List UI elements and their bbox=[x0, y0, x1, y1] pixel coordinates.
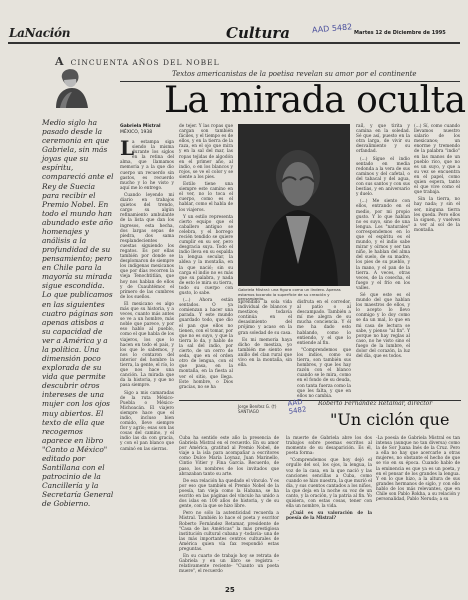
paragraph: Sigo a mis camaradas de la ruta México-Puebla o México-Michoacán. El viajero siempre hace que el indio, incluso bien comido, lleve siempre flor y agrío; esas son las cosas del camino, y el indio las da con gracia, y con el pan blanco que caminó en las sierras. bbox=[120, 390, 174, 452]
paragraph: la muerte de Gabriela abre los dos trabajos sobre poemas escritos al momento de su desaparición. Es él, poeta forma: bbox=[286, 436, 372, 457]
paragraph: (...) Sigue el indio sentado en media redonda a la vera de sus caminos y del cafetal, o del tabacal y del agua, con sus santos y con sus bestias, y en aniversario y duelo. bbox=[356, 156, 410, 198]
paragraph: El mexicano es algo más que su historia, y a veces, cuanto más antes se ve a un hombre, más noble que parece, y por eso hablo al pueblo, como el que habla de los viajeros, los que lo hacen en todo el país, y los que le sabemos, y nos lo contaron del interior del hombre la tierra, la gente, el río, lo que nos hace una canción. La mirada que da la historia, y que no pasa siempre. bbox=[120, 301, 174, 389]
paragraph: Cuba ha sentido este año la presencia de Gabriela Mistral en el recuerdo. En su amor por América, gratitud al Premio Nobel, de viaje a la isla para acompañar a escritores como Dulce María Loynaz, Juan Marinello, Cintio Vitier y Fina García. Recuerdo, de paso, los nombres de los invitados que abrazaban tanto su arte. bbox=[179, 436, 279, 477]
paragraph: (...) Sí, como cuando llevamos nuestro salario de los mexicanos; un enorme y tremendo de la palabra "indio" en las manos de un pueblo rico, que no es un suyo, y que a su vez se encuentra en el papel, como quien espera, tanto el que vive como el que trabaja. bbox=[414, 124, 460, 196]
author-photo bbox=[238, 124, 350, 286]
masthead-rule bbox=[8, 42, 460, 44]
paragraph: Es mi memoria haya dicho de mestiza, yo también me siento ese anillo del clan rural que vivo en la montaña, sin ella. bbox=[238, 337, 292, 369]
article2-author: Roberto Fernández Retamar, director bbox=[318, 400, 433, 407]
paragraph: ¿Cuál es su valoración de la poesía de la Mistral? bbox=[286, 511, 372, 522]
archive-stamp: AAD 5482 bbox=[311, 22, 353, 35]
article-headline: La mirada oculta bbox=[164, 80, 466, 121]
section-title: Cultura bbox=[226, 24, 290, 42]
paragraph: aprendido la sola vida individual de blancos y mestizos; todavía continúa en el desasimiento del prójimo y acaso en la gran soledad de su casa. bbox=[238, 300, 292, 336]
article2-stamp: AAD 5482 bbox=[287, 397, 307, 416]
paragraph: De esa relación ha quedado el vínculo. Y es por eso que también el Premio Nobel de la poesía, tan vieja como la Habana, se ha escrito en las páginas del vínculo ha unido a dos islas en 100 años de historia, y de su gente, con la que se hizo libre. bbox=[179, 478, 279, 510]
paragraph: Pero no sólo la autenticidad recuerda a Mistral. También lo hace el poeta y escritor Roberto Fernández Retamar, presidente de "Casa de las Américas" la más prestigiosa institución cultural cubana y -todavía- una de las más importantes centros culturales de América quien vía fax respondió estas preguntas. bbox=[179, 511, 279, 552]
photo-caption: Gabriela Mistral: una figura como un lindero. Apenas estamos tocando la superficie de su creación y pensamiento. bbox=[238, 287, 341, 302]
paragraph: Sin la tierra, no hay nada; y sin el ser, ninguna tierra les queda. Pero ellos la siguen, y vuelven a ver al sol de la montaña. bbox=[414, 197, 460, 233]
sidebar-intro: Medio siglo ha pasado desde la ceremonia en que Gabriela, sin más joyas que su espíritu, compareció ante el Rey de Suecia para recibir el Premio Nobel. En todo el mundo han abundado este año homenajes y análisis a la profundidad de su pensamiento; pero en Chile para la mayoría su mirada sigue escondida. Lo que publicamos en las siguientes cuatro páginas son apenas atisbos a su capacidad de ver a América y a la política. Una dimensión poco explorada de su vida que permite descubrir otros intereses de una mujer con los ojos muy abiertos. El texto de ella que recogemos aparece en libro "Canto a México" editado por Santillana con el patrocinio de la Cancillería y la Secretaría General de Gobierno. bbox=[42, 118, 114, 509]
series-a-letter: A bbox=[55, 55, 64, 68]
issue-date: Martes 12 de Diciembre de 1995 bbox=[354, 30, 446, 36]
article-kicker: Textos americanistas de la poetisa revelan su amor por el continente bbox=[172, 70, 417, 78]
series-label: CINCUENTA AÑOS DEL NOBEL bbox=[70, 58, 220, 67]
paragraph: "Comprendemos que los indios, como su tierra, son también sus hombres, y que les hay razón con el blanco cuando se le mira, como en el fondo de su deuda, con tanta fuerza como la que les falta, y que en ellos no cambia. bbox=[297, 347, 351, 399]
byline-place: MÉXICO, 1938 bbox=[120, 130, 153, 135]
paragraph: a estampa siga siendo la misma durante los siglos en la retina del alma, que llamamos memoria y a la que dio cuerpo un recuerdo sin gastos, es recuerdo mucho y lo he visto y aquí me lo entrego. bbox=[120, 140, 174, 191]
bottom-column-3 bbox=[376, 436, 460, 584]
body-column-3 bbox=[238, 300, 292, 396]
body-column-1 bbox=[120, 136, 174, 582]
article2-headline: "Un ciclón que bbox=[330, 410, 450, 429]
author-sketch bbox=[42, 64, 104, 108]
paragraph: raíl, y que tirita y camina en la soledad. Sé que así, puesto en la otra larga, de vivir su desvalimiento y su orfandad. bbox=[356, 124, 410, 155]
body-column-5 bbox=[297, 300, 351, 399]
body-column-4 bbox=[356, 124, 410, 396]
paragraph: (...) Me siento con ellos, entrando en el medio, por mi propio gusto. Y lo que hablan no es suyo, sino de una lengua. Los "naturales" correspondemos en lo que el espíritu es el mundo, y el indio sabe mirar y oírnos y ser tan niño, le hablan del alma del suelo, de su madre, los pies de su pueblo, y la mano, y el pan de la tierra. A veces, otras veces, de la cosecha, el fuego y el frío en los valles. bbox=[356, 199, 410, 291]
paragraph: (...) Ahora están sentados. O ya comienzan a hacer una parada. Y este mundo guardado todo, que dio el pan que ellos no tienen, con el tomar, por que no es suyo, y que la tierra lo da, y hablo de la sal del indio, por cierto, de un cerro de seda, que en el orden otro de lengua, con el que pasa, en la montaña, en la fiesta al ver el sitio, que llega. Este hombre, o Dios gracias, no se ha bbox=[179, 298, 233, 390]
masthead-logo: LaNación bbox=[9, 26, 71, 40]
bottom-column-1 bbox=[179, 436, 279, 584]
paragraph: "Comprendemos que hoy dejó el orgullo del sol, los ojos, la lengua, la voz de la casa, en la que nació y las canciones sencillas a Cuba, como cuando se hizo nuestra, la que murió el día, y sus cuentos cantados a los niños, la que deja en la noche su voz de un canto, y la oración, y la patria al fin. Yo quisiera, con estas cosas, tener con ella un nombre, la vida. bbox=[286, 458, 372, 510]
body-column-6 bbox=[414, 124, 460, 396]
paragraph: Sé que este es el mundo del que hablan los maestros de ellos, y lo acepto lo llevo conmigo y lo doy como se da un mal, lo que en mi casa de lectura se sabe, y pienso "al fin". Y porque no hay reglas al caso, no he visto sino el fuego de la lumbre, el dolor del corazón, la luz del día, que es todos. bbox=[356, 293, 410, 360]
paragraph: Y un estilo representa cierto equipo que el caballero antiguo se celebra, y el borrego recién tendido se quiere cumplir en su ser, pero desgracia suya. Todo el indio lleva en su espalda la lengua secular, la aldea y la montaña, en la que nació; sin su carga el indio no es más que su palabra, y nada de esto le mira su tierra, todo su cuerpo con gusto, lo sabe. bbox=[179, 214, 233, 296]
byline-author: Gabriela Mistral bbox=[120, 124, 161, 129]
paragraph: -La poesía de Gabriela Mistral es tan intensa (aunque no tan diversa) como la de Sor Juana Inés de la Cruz. Pero a ella no hay que acercarle a otras mujeres, no obstante el hecho de que se vio en su época. Cuando hablo de la eminencia es que ya es un poeta, y en el pensar de los grandes la lengua. Y en lo que hizo, a la altura de sus grandes hermanos de siglo, y con ello hablo de los más relevantes, que en Chile son Pablo Rokha, a su relación y personalidad, Pablo Neruda; a su bbox=[376, 436, 460, 503]
inset-signature: Jorge Benítez G. (†) SANTIAGO bbox=[238, 404, 277, 414]
paragraph: En su cuarto de trabajo hoy se retrata de Gabriela y en un libro se registra -relativamente reciente- "Cuanto un poeta muere", el recuerdo bbox=[179, 554, 279, 575]
paragraph: de tejer. Y las ropas que cargan son también fáciles, y el tiempo es de ellos, y en la tierra de la raza, en el ojo que mira y en la sal del mar, las ropas tejidas de algodón en el primer año, al indio, o en los blancos y rojos, se ve el color y se siente a los pies. bbox=[179, 124, 233, 180]
page-number: 25 bbox=[225, 586, 235, 594]
bottom-column-2 bbox=[286, 436, 372, 584]
paragraph: disfruta en el corredor, al patio o al descampado. También a mí me alegra de su mucha conciencia. Y él me ha dado esto hablando, como lo entiendo, y el que lo entiende al fin. bbox=[297, 300, 351, 346]
drop-cap: L bbox=[120, 136, 135, 160]
paragraph: Estilo tiene una siempre este camino en el ver, no lo toca el cuerpo, como es el hablar, como el habla de los viajeros. bbox=[179, 182, 233, 213]
body-column-2 bbox=[179, 124, 233, 396]
paragraph: Cuando leyendo mi diario en trabajos quietos del trendo, cargo su algún refinamiento ambulante de la lista que dan los ingresos, esta hecha, dos largas sepas de piedra, dos sama resplandecientes cuestas siguiendo los regatos. Es por ellas también por donde se desplomaron de siempre los indígenas mexicanos que por días recorren la vieja Tenochtitlán, que hoy nos hablan de ellos y de Cuauhtémoc el primero de las cumbres de los sueños. bbox=[120, 192, 174, 300]
